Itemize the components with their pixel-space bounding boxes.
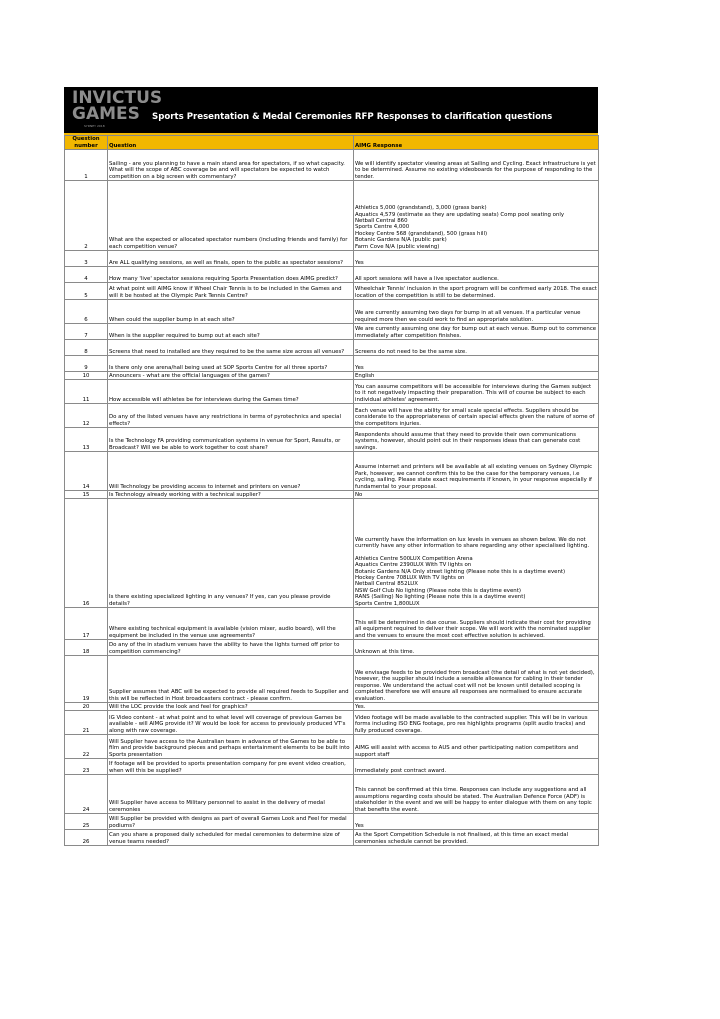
header-question-number: Question number bbox=[65, 136, 108, 150]
question-cell: How many 'live' spectator sessions requiring Sports Presentation does AIMG predict? bbox=[108, 267, 354, 283]
response-cell: Athletics 5,000 (grandstand), 3,000 (grass bank) Aquatics 4,579 (estimate as they are updating seats) Comp pool seating only Netball Central 860 Sports Centre 4,000 Hockey Centre 568 (grandstand), 500 (grass hill) Botanic Gardens N/A (public park) Farm Cove N/A (public viewing) bbox=[354, 181, 599, 251]
question-number-cell: 10 bbox=[65, 372, 108, 380]
question-cell: Where existing technical equipment is available (vision mixer, audio board), will the equipment be included in the venue use agreements? bbox=[108, 608, 354, 640]
question-number-cell: 13 bbox=[65, 428, 108, 452]
table-row bbox=[65, 491, 599, 499]
question-cell: Screens that need to installed are they required to be the same size across all venues? bbox=[108, 340, 354, 356]
table-row bbox=[65, 181, 599, 251]
response-cell: We will identify spectator viewing areas at Sailing and Cycling. Exact infrastructure is yet to be determined. Assume no existing videoboards for the purpose of responding to the tender. bbox=[354, 150, 599, 181]
question-number-cell: 25 bbox=[65, 814, 108, 830]
question-number-cell: 4 bbox=[65, 267, 108, 283]
question-cell: How accessible will athletes be for interviews during the Games time? bbox=[108, 380, 354, 404]
table-row bbox=[65, 775, 599, 814]
table-row bbox=[65, 251, 599, 267]
table-row bbox=[65, 283, 599, 300]
table-row bbox=[65, 356, 599, 372]
response-cell: Yes bbox=[354, 814, 599, 830]
table-row bbox=[65, 759, 599, 775]
questions-table bbox=[64, 135, 599, 846]
question-number-cell: 8 bbox=[65, 340, 108, 356]
question-number-cell: 16 bbox=[65, 499, 108, 608]
question-cell: At what point will AIMG know if Wheel Chair Tennis is to be included in the Games and will it be hosted at the Olympic Park Tennis Centre? bbox=[108, 283, 354, 300]
table-row bbox=[65, 452, 599, 491]
response-cell: This will be determined in due course. Suppliers should indicate their cost for providing all equipment required to deliver their scope. We will work with the nominated supplier and the venues to ensure the most cost effective solution is achieved. bbox=[354, 608, 599, 640]
question-cell: Is there existing specialized lighting in any venues? If yes, can you please provide details? bbox=[108, 499, 354, 608]
question-cell: Is Technology already working with a technical supplier? bbox=[108, 491, 354, 499]
response-cell: As the Sport Competition Schedule is not finalised, at this time an exact medal ceremonies schedule cannot be provided. bbox=[354, 830, 599, 846]
question-number-cell: 2 bbox=[65, 181, 108, 251]
table-row bbox=[65, 300, 599, 324]
question-cell: When is the supplier required to bump out at each site? bbox=[108, 324, 354, 340]
question-cell: What are the expected or allocated spectator numbers (including friends and family) for each competition venue? bbox=[108, 181, 354, 251]
response-cell: Yes bbox=[354, 251, 599, 267]
table-row bbox=[65, 499, 599, 608]
response-cell: We envisage feeds to be provided from broadcast (the detail of what is not yet decided), however, the supplier should include a sensible allowance for cabling in their tender response. We understand the actual cost will not be known until detailed scoping is completed therefore we will ensure all responses are normalised to ensure accurate evaluation. bbox=[354, 656, 599, 703]
question-number-cell: 1 bbox=[65, 150, 108, 181]
table-row bbox=[65, 404, 599, 428]
question-number-cell: 20 bbox=[65, 703, 108, 711]
question-cell: Do any of the in stadium venues have the ability to have the lights turned off prior to competition commencing? bbox=[108, 640, 354, 656]
response-cell: Immediately post contract award. bbox=[354, 759, 599, 775]
table-row bbox=[65, 267, 599, 283]
question-cell: Will Supplier have access to the Australian team in advance of the Games to be able to film and provide background pieces and perhaps entertainment elements to be built into Sports presentation bbox=[108, 735, 354, 759]
question-number-cell: 22 bbox=[65, 735, 108, 759]
response-cell: We are currently assuming one day for bump out at each venue. Bump out to commence immediately after competition finishes. bbox=[354, 324, 599, 340]
table-row bbox=[65, 372, 599, 380]
response-cell: Unknown at this time. bbox=[354, 640, 599, 656]
question-number-cell: 23 bbox=[65, 759, 108, 775]
question-cell: Is there only one arena/hall being used at SOP Sports Centre for all three sports? bbox=[108, 356, 354, 372]
header-response: AIMG Response bbox=[354, 136, 599, 150]
question-cell: Sailing - are you planning to have a main stand area for spectators, if so what capacity. What will the scope of ABC coverage be and will spectators be expected to watch competition on a big screen with commentary? bbox=[108, 150, 354, 181]
question-cell: Will Supplier have access to Military personnel to assist in the delivery of medal ceremonies bbox=[108, 775, 354, 814]
table-row bbox=[65, 428, 599, 452]
question-number-cell: 7 bbox=[65, 324, 108, 340]
logo-line-2: GAMES bbox=[72, 104, 140, 124]
response-cell: AIMG will assist with access to AUS and other participating nation competitors and support staff bbox=[354, 735, 599, 759]
question-number-cell: 18 bbox=[65, 640, 108, 656]
table-header-row bbox=[65, 136, 599, 150]
logo-line-1: INVICTUS bbox=[72, 88, 163, 108]
table-row bbox=[65, 324, 599, 340]
response-cell: Yes. bbox=[354, 703, 599, 711]
question-number-cell: 9 bbox=[65, 356, 108, 372]
question-number-cell: 3 bbox=[65, 251, 108, 267]
question-cell: If footage will be provided to sports presentation company for pre event video creation, when will this be supplied? bbox=[108, 759, 354, 775]
response-cell: We currently have the information on lux levels in venues as shown below. We do not currently have any other information to share regarding any other specialised lighting. Athletics Centre 500LUX Competition Arena Aquatics Centre 2390LUX With TV lights on Botanic Gardens N/A Only street lighting (Please note this is a daytime event) Hockey Centre 708LUX With TV lights on Netball Central 852LUX NSW Golf Club No lighting (Please note this is daytime event) RANS (Sailing) No lighting (Please note this is a daytime event) Sports Centre 1,800LUX bbox=[354, 499, 599, 608]
question-cell: Announcers - what are the official languages of the games? bbox=[108, 372, 354, 380]
response-cell: All sport sessions will have a live spectator audience. bbox=[354, 267, 599, 283]
header-banner bbox=[64, 87, 598, 133]
question-number-cell: 17 bbox=[65, 608, 108, 640]
question-cell: Will Technology be providing access to internet and printers on venue? bbox=[108, 452, 354, 491]
question-number-cell: 21 bbox=[65, 711, 108, 735]
question-cell: Can you share a proposed daily scheduled for medal ceremonies to determine size of venue teams needed? bbox=[108, 830, 354, 846]
response-cell: Assume internet and printers will be available at all existing venues on Sydney Olympic Park, however, we cannot confirm this to be the case for the temporary venues, i.e cycling, sailing. Please state exact requirements if known, in your response especially if fundamental to your proposal. bbox=[354, 452, 599, 491]
page-title: Sports Presentation & Medal Ceremonies RFP Responses to clarification questions bbox=[152, 112, 553, 122]
table-row bbox=[65, 711, 599, 735]
header-question: Question bbox=[108, 136, 354, 150]
table-row bbox=[65, 703, 599, 711]
table-row bbox=[65, 608, 599, 640]
question-cell: Is the Technology FA providing communication systems in venue for Sport, Results, or Broadcast? Will we be able to work together to cost share? bbox=[108, 428, 354, 452]
question-cell: IG Video content - at what point and to what level will coverage of previous Games be available - will AIMG provide it? W would be look for access to previously produced VT's along with raw coverage. bbox=[108, 711, 354, 735]
table-row bbox=[65, 380, 599, 404]
question-number-cell: 12 bbox=[65, 404, 108, 428]
response-cell: Yes bbox=[354, 356, 599, 372]
response-cell: Respondents should assume that they need to provide their own communications systems, however, should point out in their responses ideas that can generate cost savings. bbox=[354, 428, 599, 452]
question-cell: When could the supplier bump in at each site? bbox=[108, 300, 354, 324]
question-cell: Do any of the listed venues have any restrictions in terms of pyrotechnics and special effects? bbox=[108, 404, 354, 428]
table-row bbox=[65, 150, 599, 181]
response-cell: Wheelchair Tennis' inclusion in the sport program will be confirmed early 2018. The exact location of the competition is still to be determined. bbox=[354, 283, 599, 300]
table-row bbox=[65, 830, 599, 846]
response-cell: English bbox=[354, 372, 599, 380]
table-body bbox=[65, 150, 599, 846]
question-cell: Will the LOC provide the look and feel for graphics? bbox=[108, 703, 354, 711]
table-row bbox=[65, 640, 599, 656]
response-cell: No bbox=[354, 491, 599, 499]
response-cell: This cannot be confirmed at this time. Responses can include any suggestions and all assumptions regarding costs should be stated. The Australian Defence Force (ADF) is stakeholder in the event and we will be happy to enter dialogue with them on any topic that benefits the event. bbox=[354, 775, 599, 814]
question-cell: Will Supplier be provided with designs as part of overall Games Look and Feel for medal podiums? bbox=[108, 814, 354, 830]
question-number-cell: 19 bbox=[65, 656, 108, 703]
question-number-cell: 26 bbox=[65, 830, 108, 846]
spreadsheet bbox=[64, 87, 598, 846]
response-cell: Screens do not need to be the same size. bbox=[354, 340, 599, 356]
response-cell: You can assume competitors will be accessible for interviews during the Games subject to it not negatively impacting their preparation. This will of course be subject to each individual athletes' agreement. bbox=[354, 380, 599, 404]
question-number-cell: 15 bbox=[65, 491, 108, 499]
table-row bbox=[65, 340, 599, 356]
question-number-cell: 24 bbox=[65, 775, 108, 814]
table-row bbox=[65, 814, 599, 830]
response-cell: Video footage will be made available to the contracted supplier. This will be in various forms including ISO ENG footage, pro res highlights programs (split audio tracks) and fully produced coverage. bbox=[354, 711, 599, 735]
question-number-cell: 14 bbox=[65, 452, 108, 491]
question-number-cell: 11 bbox=[65, 380, 108, 404]
question-cell: Supplier assumes that ABC will be expected to provide all required feeds to Supplier and this will be reflected in Host broadcasters contract - please confirm. bbox=[108, 656, 354, 703]
table-row bbox=[65, 656, 599, 703]
logo-line-3: SYDNEY 2018 bbox=[84, 124, 105, 128]
question-cell: Are ALL qualifying sessions, as well as finals, open to the public as spectator sessions? bbox=[108, 251, 354, 267]
response-cell: We are currently assuming two days for bump in at all venues. If a particular venue required more then we could work to find an appropriate solution. bbox=[354, 300, 599, 324]
table-row bbox=[65, 735, 599, 759]
question-number-cell: 5 bbox=[65, 283, 108, 300]
question-number-cell: 6 bbox=[65, 300, 108, 324]
response-cell: Each venue will have the ability for small scale special effects. Suppliers should be considerate to the appropriateness of certain special effects given the nature of some of the competitors injuries. bbox=[354, 404, 599, 428]
invictus-games-logo bbox=[70, 88, 163, 129]
